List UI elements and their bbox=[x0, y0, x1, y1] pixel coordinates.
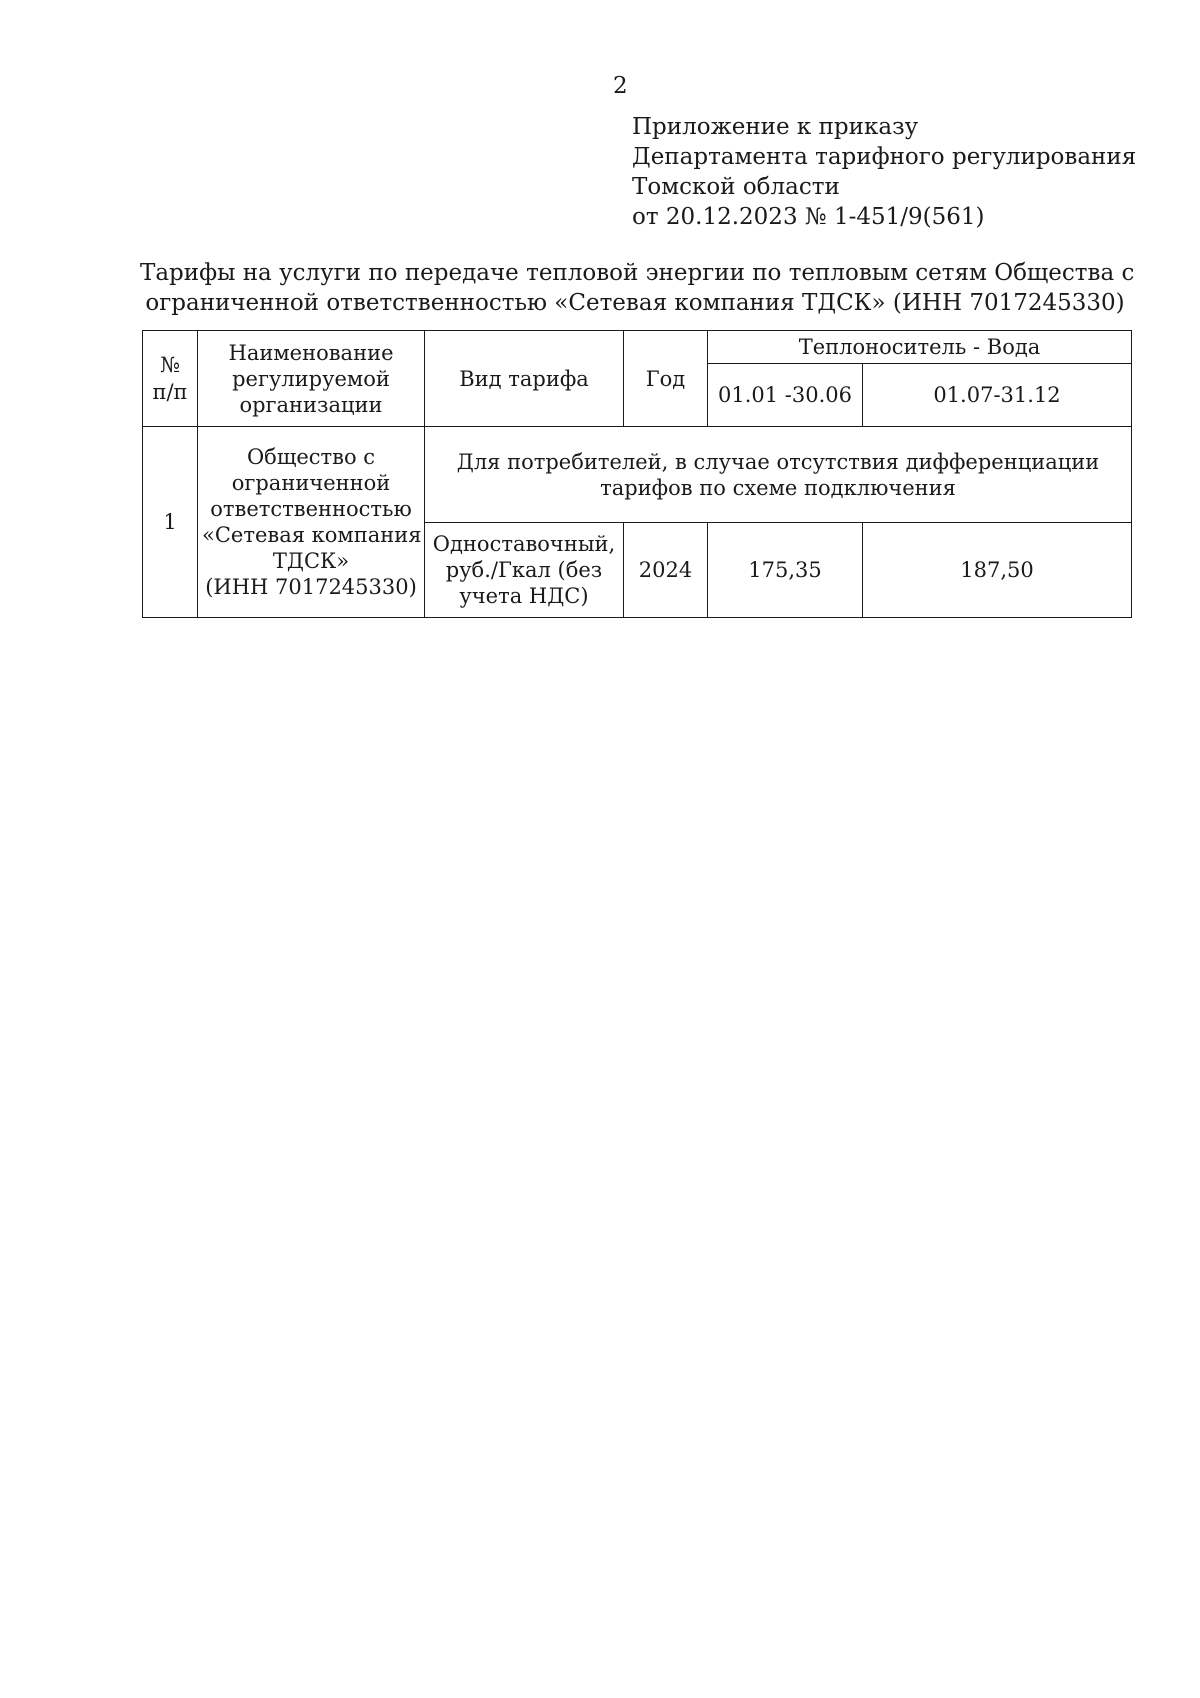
header-heat-carrier: Теплоноситель - Вода bbox=[708, 331, 1132, 364]
header-period-first-half: 01.01 -30.06 bbox=[708, 364, 863, 427]
appendix-line: Приложение к приказу bbox=[632, 114, 919, 140]
page-number: 2 bbox=[613, 73, 628, 99]
header-tariff-type: Вид тарифа bbox=[425, 331, 624, 427]
consumer-condition bbox=[425, 427, 1132, 523]
organization-name bbox=[198, 427, 425, 618]
appendix-line: Департамента тарифного регулирования bbox=[632, 144, 1137, 170]
tariff-first-half-value: 175,35 bbox=[708, 523, 863, 618]
organization-name-line: «Сетевая компания bbox=[202, 523, 422, 547]
tariff-type-line: руб./Гкал (без bbox=[445, 558, 603, 582]
header-organization bbox=[198, 331, 425, 427]
table-row bbox=[143, 427, 1132, 523]
organization-name-line: Общество с bbox=[246, 445, 376, 469]
title-line: Тарифы на услуги по передаче тепловой энергии по тепловым сетям Общества с bbox=[140, 260, 1135, 286]
header-year: Год bbox=[624, 331, 708, 427]
tariff-type-line: учета НДС) bbox=[459, 584, 589, 608]
year-value: 2024 bbox=[624, 523, 708, 618]
header-organization-line: организации bbox=[239, 392, 383, 417]
header-period-second-half: 01.07-31.12 bbox=[863, 364, 1132, 427]
title-line: ограниченной ответственностью «Сетевая компания ТДСК» (ИНН 7017245330) bbox=[145, 290, 1125, 316]
header-organization-line: регулируемой bbox=[232, 366, 390, 391]
consumer-condition-line: тарифов по схеме подключения bbox=[600, 475, 956, 500]
organization-name-line: ответственностью bbox=[210, 497, 412, 521]
header-row-number-line: № bbox=[160, 352, 180, 377]
header-organization-line: Наименование bbox=[228, 340, 394, 365]
document-title bbox=[140, 258, 1135, 318]
consumer-condition-line: Для потребителей, в случае отсутствия дифференциации bbox=[456, 449, 1100, 474]
header-row-number-line: п/п bbox=[152, 379, 188, 404]
tariff-second-half-value: 187,50 bbox=[863, 523, 1132, 618]
appendix-line: от 20.12.2023 № 1-451/9(561) bbox=[632, 204, 985, 230]
organization-name-line: (ИНН 7017245330) bbox=[205, 575, 417, 599]
header-row-number bbox=[143, 331, 198, 427]
tariff-type-value bbox=[425, 523, 624, 618]
organization-name-line: ТДСК» bbox=[272, 549, 350, 573]
organization-name-line: ограниченной bbox=[231, 471, 391, 495]
tariff-type-line: Одноставочный, bbox=[432, 532, 616, 556]
appendix-reference bbox=[632, 112, 1136, 232]
row-number: 1 bbox=[143, 427, 198, 618]
tariff-table bbox=[142, 330, 1132, 618]
appendix-line: Томской области bbox=[632, 174, 840, 200]
